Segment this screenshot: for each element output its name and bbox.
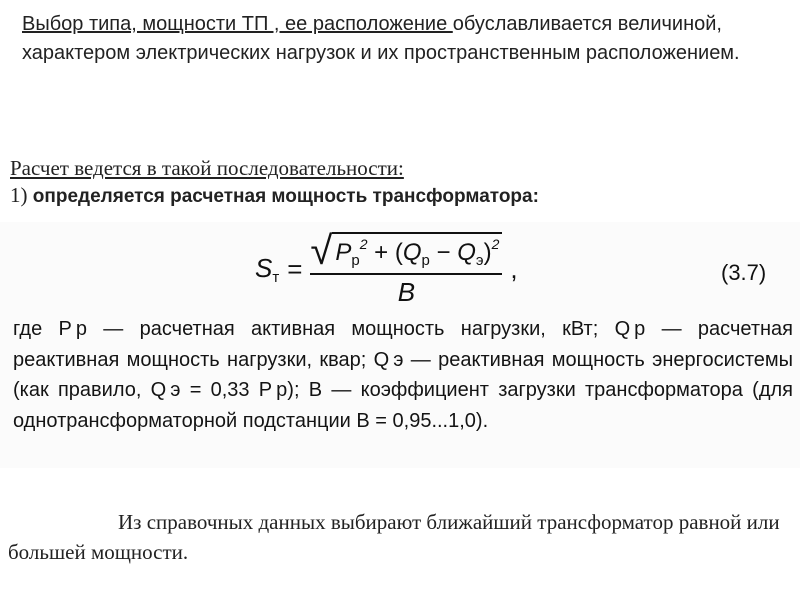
- step-text: определяется расчетная мощность трансформатора:: [27, 186, 539, 207]
- fraction-bar: [310, 273, 502, 275]
- formula-lhs-symbol: S: [255, 252, 273, 283]
- radicand-close: ): [483, 239, 492, 266]
- sequence-heading: Расчет ведется в такой последовательности:: [10, 156, 404, 180]
- intro-underlined-text: Выбор типа, мощности ТП , ее расположение: [22, 13, 453, 35]
- sqrt-icon: √: [310, 228, 333, 273]
- radicand-close-sq: 2: [491, 236, 500, 252]
- formula-row: [0, 228, 800, 310]
- radicand-q2-sub: э: [475, 252, 484, 269]
- intro-paragraph: [22, 10, 782, 68]
- sequence-block: [10, 155, 790, 210]
- radicand-p-sub: р: [351, 252, 360, 269]
- radicand-q1: Q: [402, 239, 422, 266]
- formula-equals: =: [287, 253, 303, 284]
- radicand-plus: + (: [367, 239, 403, 266]
- intro-text: обуславливается величиной, характером электрических нагрузок и их пространственным расположением.: [22, 13, 740, 64]
- formula: [255, 228, 518, 310]
- formula-lhs: [255, 253, 279, 286]
- formula-radical: [310, 228, 502, 273]
- outro-paragraph: Из справочных данных выбирают ближайший трансформатор равной или большей мощности.: [8, 510, 780, 564]
- radicand-q2: Q: [457, 239, 476, 266]
- equation-number: (3.7): [721, 260, 767, 285]
- radicand-p-sq: 2: [359, 236, 368, 252]
- formula-fraction: [310, 228, 502, 308]
- formula-denominator: B: [397, 276, 416, 307]
- radicand-p: P: [335, 239, 352, 266]
- formula-lhs-subscript: т: [272, 268, 280, 286]
- definitions-text: где P р — расчетная активная мощность нагрузки, кВт; Q р — расчетная реактивная мощность нагрузки, квар; Q э — реактивная мощность энергосистемы (как правило, Q э = 0,33 P р); B — коэффициент загрузки трансформатора (для однотрансформаторной подстанции B = 0,95...1,0).: [13, 318, 793, 432]
- radicand-minus: −: [429, 239, 458, 266]
- formula-radicand: [332, 232, 502, 269]
- formula-comma: ,: [510, 253, 518, 284]
- radicand-q1-sub: р: [421, 252, 430, 269]
- scanned-formula-region: [0, 222, 800, 468]
- step-number: 1): [10, 183, 28, 207]
